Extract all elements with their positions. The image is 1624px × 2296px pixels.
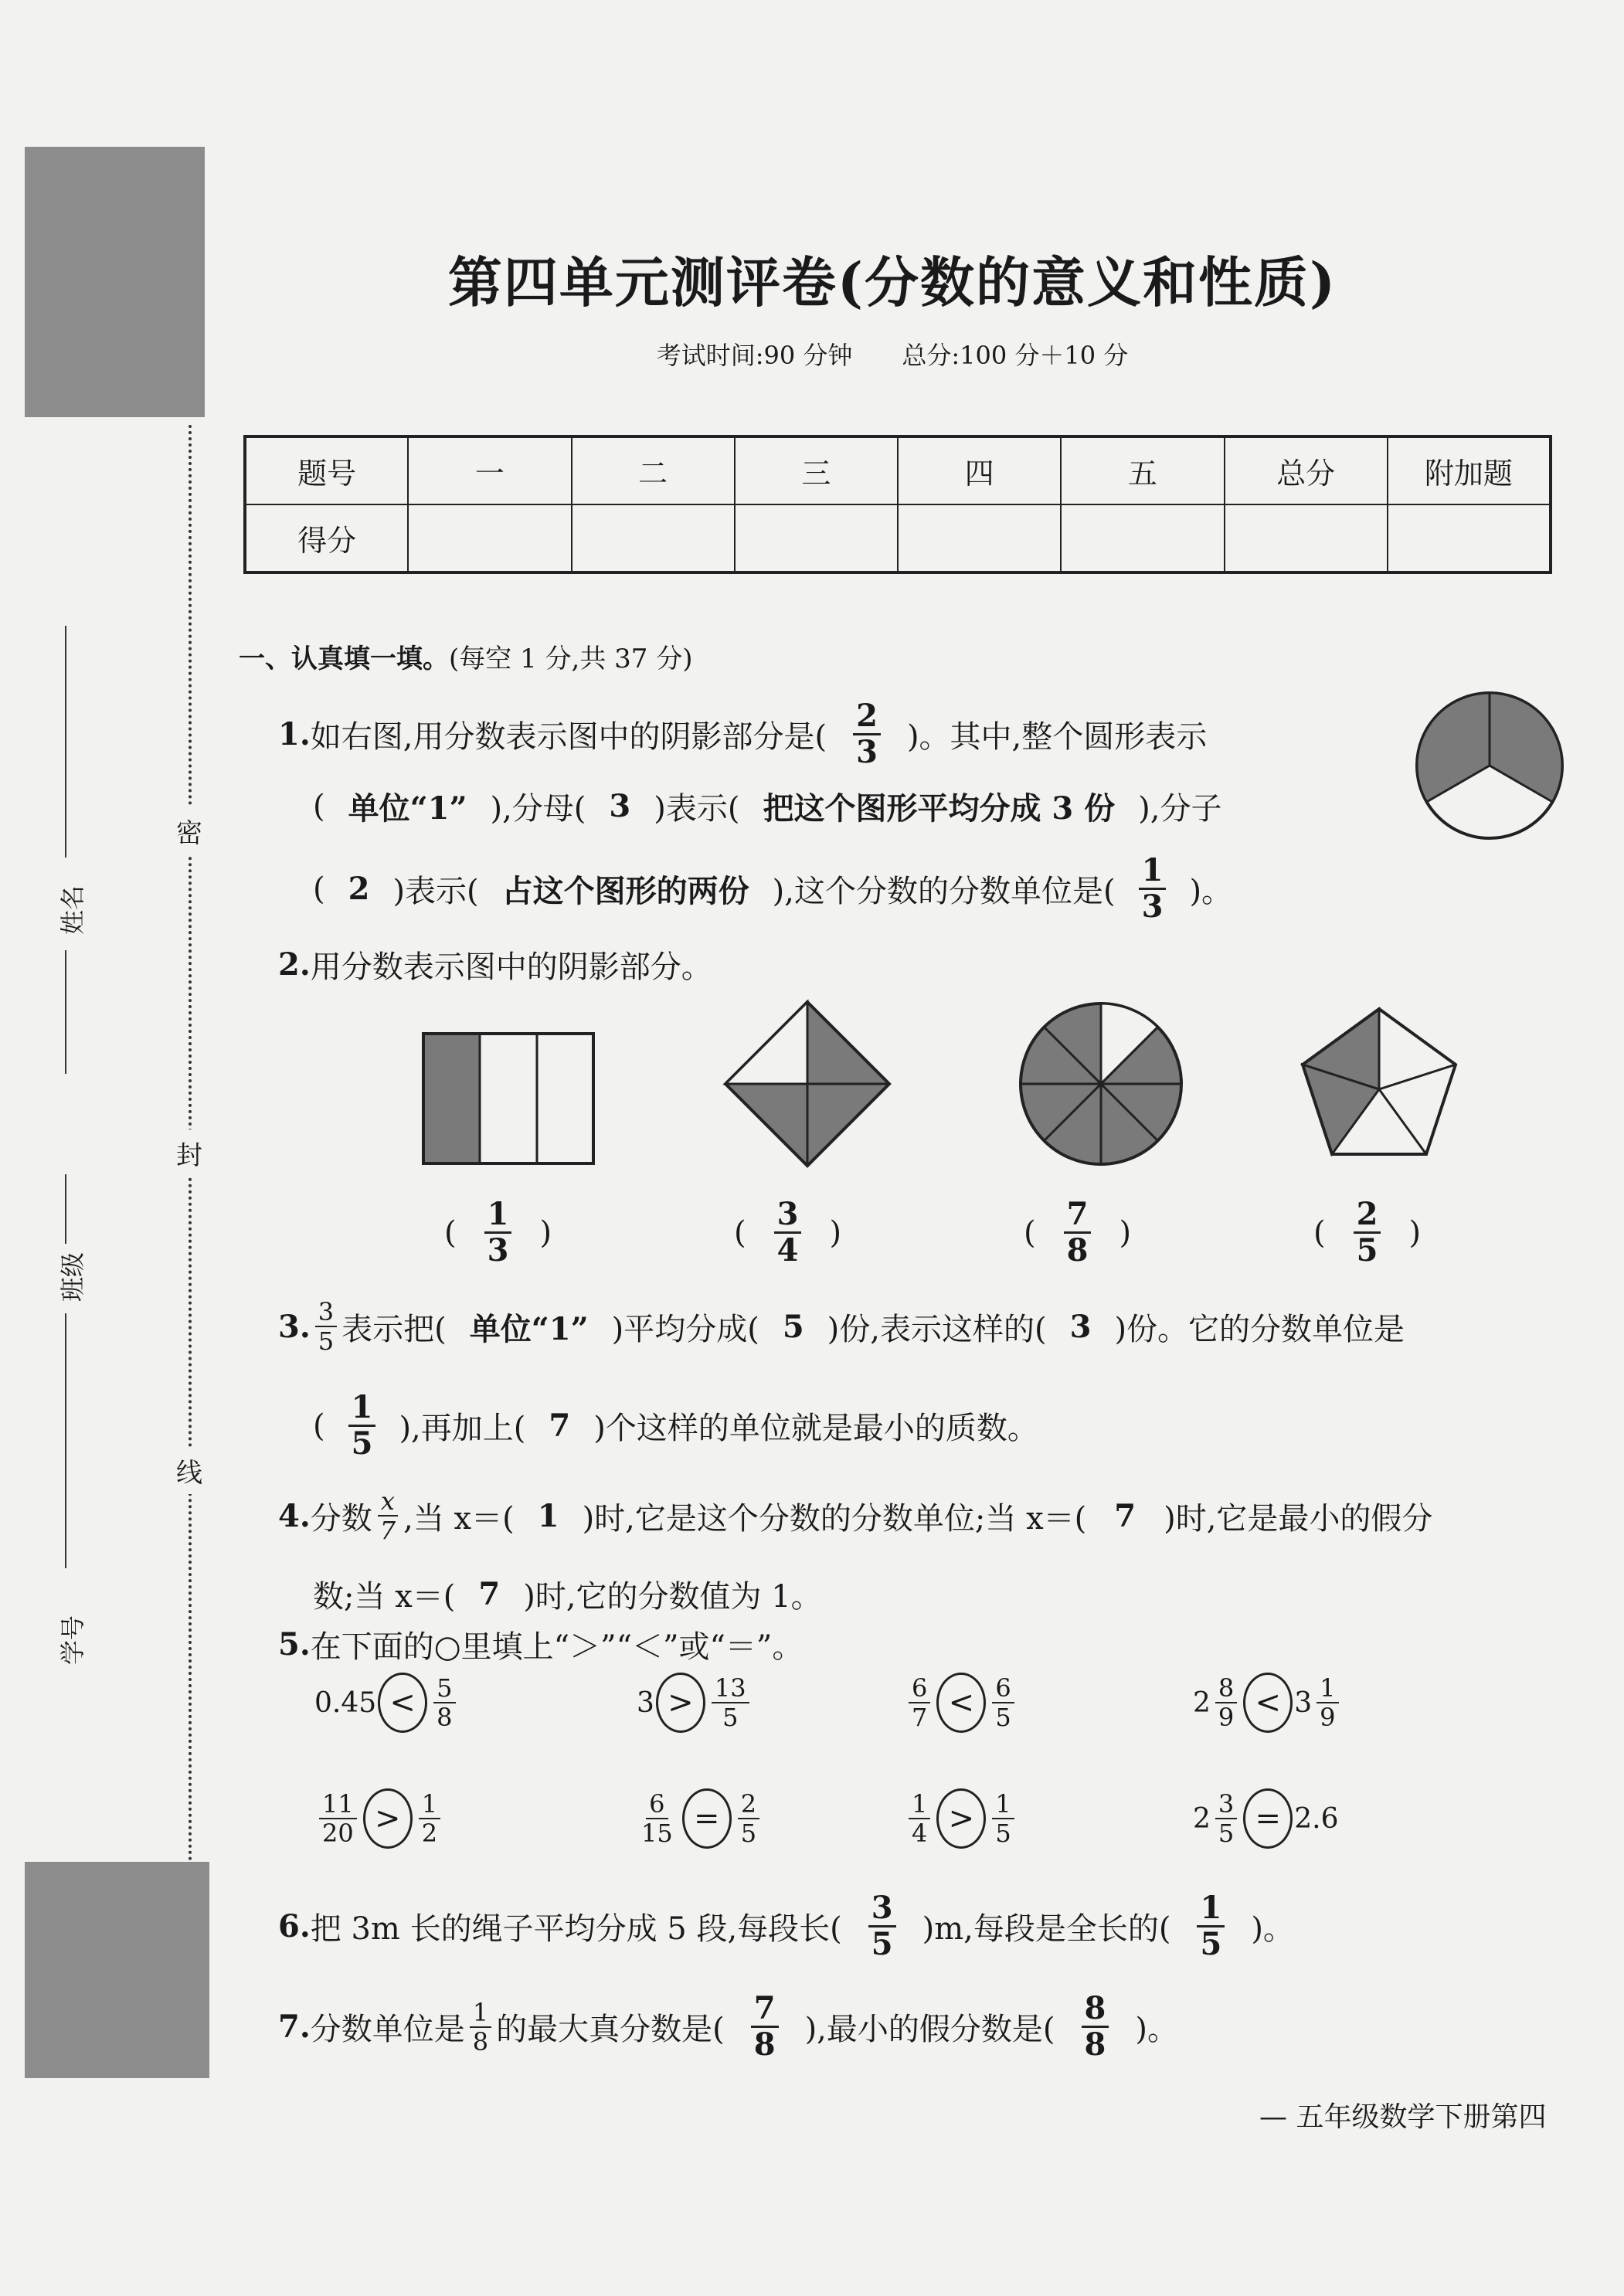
numerator: 6	[992, 1674, 1014, 1703]
text-segment	[1317, 1674, 1338, 1731]
comparison-item	[637, 1673, 754, 1733]
denominator: 8	[1066, 1232, 1089, 1269]
binding-block-bottom	[25, 1862, 209, 2078]
answer: 3	[609, 788, 631, 824]
name-line-2[interactable]	[65, 950, 66, 1074]
q2-answer-2	[734, 1197, 841, 1268]
q-text: )时,它是最小的假分	[1164, 1500, 1433, 1537]
comparison-circle[interactable]: >	[363, 1788, 413, 1849]
seal-char-mi: 密	[176, 807, 202, 854]
comparison-circle[interactable]: <	[378, 1673, 427, 1733]
denominator: 4	[912, 1819, 928, 1848]
q-text: )个这样的单位就是最小的质数。	[593, 1411, 1038, 1446]
text-segment	[725, 1002, 807, 1084]
text-segment: 0.45	[314, 1686, 377, 1719]
q-text: ),这个分数的分数单位是(	[772, 874, 1116, 909]
comparison-circle[interactable]: =	[1243, 1788, 1293, 1849]
text-segment: )	[539, 1214, 552, 1251]
answer: 占这个图形的两份	[501, 873, 749, 909]
table-header: 五	[1061, 436, 1224, 504]
numerator: 1	[419, 1790, 440, 1819]
q1-line-1	[278, 699, 1207, 769]
table-header: 二	[572, 436, 735, 504]
class-line[interactable]	[65, 1174, 66, 1244]
answer: 2	[348, 871, 370, 907]
denominator: 5	[995, 1819, 1011, 1848]
text-segment	[377, 1487, 399, 1544]
comparison-circle[interactable]: <	[936, 1673, 986, 1733]
q-text: )份。它的分数单位是	[1114, 1311, 1405, 1347]
q-text: 在下面的○里填上“＞”“＜”或“＝”。	[310, 1629, 804, 1665]
text-segment: 2	[1193, 1686, 1211, 1719]
q-number: 4.	[278, 1497, 311, 1534]
q-number: 6.	[278, 1908, 311, 1944]
comparison-item	[904, 1673, 1019, 1733]
text-segment: )	[1408, 1214, 1422, 1251]
numerator: 1	[909, 1790, 930, 1819]
q-text: )。	[1251, 1911, 1294, 1947]
table-row	[245, 436, 1551, 504]
numerator: 1	[1197, 1891, 1225, 1927]
numerator: 3	[315, 1298, 337, 1327]
rectangle-thirds-figure	[421, 1031, 599, 1167]
denominator: 5	[740, 1819, 757, 1848]
text-segment	[1379, 1089, 1426, 1154]
q-text: 把 3m 长的绳子平均分成 5 段,每段长(	[310, 1911, 842, 1947]
numerator: 3	[868, 1891, 896, 1927]
text-segment	[638, 1790, 676, 1847]
text-segment: (	[1024, 1214, 1036, 1251]
numerator: 2	[853, 699, 881, 735]
answer-fraction	[1082, 1992, 1109, 2062]
denominator: 2	[421, 1819, 438, 1848]
numerator: 1	[992, 1790, 1014, 1819]
q-text: )。	[1189, 874, 1233, 909]
denominator: 5	[995, 1703, 1011, 1732]
name-label: 姓名	[58, 885, 88, 936]
q-text: (	[313, 871, 325, 907]
text-segment: (	[1313, 1214, 1326, 1251]
text-segment	[1215, 1674, 1237, 1731]
text-segment: 2	[1193, 1802, 1211, 1835]
page-title: 第四单元测评卷(分数的意义和性质)	[447, 250, 1337, 314]
pentagon-fifths-figure	[1294, 1004, 1464, 1170]
table-header: 附加题	[1388, 436, 1551, 504]
numerator: 1	[348, 1391, 376, 1427]
comparison-item	[634, 1788, 764, 1849]
denominator: 5	[1356, 1232, 1378, 1269]
text-segment	[484, 1197, 512, 1268]
score-cell[interactable]	[1061, 504, 1224, 572]
numerator: 1	[484, 1197, 512, 1234]
answer: 单位“1”	[348, 790, 467, 827]
q-text: )表示(	[392, 874, 479, 909]
q-text: )平均分成(	[611, 1311, 759, 1347]
answer-fraction	[853, 699, 881, 769]
denominator: 4	[776, 1232, 799, 1269]
comparison-item	[904, 1788, 1019, 1849]
score-row-label: 得分	[245, 504, 408, 572]
class-line-2[interactable]	[65, 1313, 66, 1568]
table-header: 总分	[1225, 436, 1388, 504]
q3-line-2	[313, 1391, 1038, 1461]
text-segment: 2.6	[1294, 1802, 1339, 1835]
denominator: 5	[351, 1425, 373, 1462]
answer: 5	[782, 1308, 804, 1345]
table-header: 一	[408, 436, 571, 504]
page-footer: — 五年级数学下册第四	[1259, 2101, 1547, 2133]
answer-fraction	[348, 1391, 376, 1461]
numerator: 1	[1317, 1674, 1338, 1703]
diamond-quarters-figure	[722, 999, 892, 1169]
q6-line	[278, 1891, 1294, 1961]
denominator: 5	[1218, 1819, 1235, 1848]
seal-char-feng: 封	[176, 1129, 202, 1177]
q-text: 的最大真分数是(	[496, 2012, 725, 2047]
section-note: (每空 1 分,共 37 分)	[449, 644, 693, 674]
score-cell[interactable]	[898, 504, 1061, 572]
numerator: 2	[1354, 1197, 1381, 1234]
q2-line	[278, 943, 712, 987]
denominator: 9	[1320, 1703, 1336, 1732]
q3-line-1	[278, 1298, 1405, 1355]
text-segment	[909, 1674, 930, 1731]
score-cell[interactable]	[572, 504, 735, 572]
comparison-item	[1193, 1788, 1339, 1849]
denominator: 3	[856, 734, 878, 770]
denominator: 5	[1200, 1926, 1222, 1962]
score-cell[interactable]	[1388, 504, 1551, 572]
text-segment	[1354, 1197, 1381, 1268]
numerator: 11	[319, 1790, 357, 1819]
text-segment: )	[1119, 1214, 1132, 1251]
q-text: ),分母(	[490, 791, 586, 827]
q-text: )。其中,整个圆形表示	[906, 719, 1208, 755]
text-segment	[319, 1790, 357, 1847]
text-segment	[909, 1790, 930, 1847]
q-text: (	[313, 1408, 325, 1444]
numerator: 7	[1064, 1197, 1092, 1234]
answer-fraction	[1139, 854, 1167, 924]
denominator: 3	[487, 1232, 509, 1269]
text-segment: 3	[637, 1686, 654, 1719]
q-number: 3.	[278, 1308, 311, 1345]
numerator: 6	[909, 1674, 930, 1703]
q-text: 如右图,用分数表示图中的阴影部分是(	[310, 719, 827, 755]
table-header: 题号	[245, 436, 408, 504]
text-segment	[433, 1674, 455, 1731]
q1-line-2	[313, 784, 1221, 828]
q-text: )时,它是这个分数的分数单位;当 x＝(	[582, 1500, 1087, 1537]
numerator: 13	[712, 1674, 749, 1703]
text-segment	[315, 1298, 337, 1355]
text-segment	[992, 1790, 1014, 1847]
answer: 7	[1114, 1497, 1136, 1534]
q-text: 数;当 x＝(	[313, 1579, 456, 1615]
denominator: 8	[437, 1703, 453, 1732]
q4-line-1	[278, 1487, 1432, 1544]
answer: 7	[549, 1408, 571, 1444]
numerator: 3	[1215, 1790, 1237, 1819]
pie-thirds-figure	[1412, 690, 1567, 844]
text-segment: )	[829, 1214, 842, 1251]
answer: 单位“1”	[469, 1310, 589, 1347]
score-cell[interactable]	[1225, 504, 1388, 572]
numerator: 8	[1082, 1992, 1109, 2028]
answer: 把这个图形平均分成 3 份	[763, 790, 1116, 827]
text-segment: 3	[1294, 1686, 1313, 1719]
numerator: 6	[646, 1790, 668, 1819]
q-number: 7.	[278, 2009, 311, 2045]
q-text: )。	[1135, 2012, 1178, 2047]
score-cell[interactable]	[408, 504, 571, 572]
q-text: ),再加上(	[399, 1411, 526, 1446]
denominator: 15	[641, 1819, 673, 1848]
comparison-circle[interactable]: >	[936, 1788, 986, 1849]
denominator: 20	[322, 1819, 354, 1848]
numerator: 2	[738, 1790, 759, 1819]
q2-answer-1	[444, 1197, 552, 1268]
q-text: )时,它的分数值为 1。	[523, 1579, 822, 1615]
student-id-label: 学号	[58, 1615, 88, 1666]
q-number: 2.	[278, 946, 311, 983]
seal-char-xian: 线	[176, 1447, 202, 1494]
denominator: 5	[722, 1703, 739, 1732]
denominator: 7	[912, 1703, 928, 1732]
denominator: 8	[1084, 2026, 1106, 2063]
comparison-item	[314, 1788, 445, 1849]
score-cell[interactable]	[735, 504, 898, 572]
text-segment	[1215, 1790, 1237, 1847]
q-text: (	[313, 788, 325, 824]
q-text: ),分子	[1138, 791, 1222, 827]
q-text: 分数单位是	[310, 2012, 465, 2047]
q-number: 1.	[278, 716, 311, 752]
numerator: x	[378, 1487, 398, 1517]
comparison-item	[1193, 1673, 1344, 1733]
section-1-heading	[239, 637, 692, 675]
text-segment	[774, 1197, 802, 1268]
q7-line	[278, 1992, 1178, 2062]
comparison-circle[interactable]: >	[656, 1673, 705, 1733]
answer-fraction	[868, 1891, 896, 1961]
numerator: 5	[433, 1674, 455, 1703]
answer-fraction	[751, 1992, 779, 2062]
text-segment: (	[444, 1214, 457, 1251]
text-segment	[245, 436, 1551, 572]
numerator: 1	[470, 1999, 491, 2028]
answer: 7	[478, 1576, 501, 1612]
text-segment: (	[734, 1214, 746, 1251]
text-segment	[1064, 1197, 1092, 1268]
name-line[interactable]	[65, 626, 66, 858]
score-table	[243, 435, 1552, 574]
numerator: 7	[751, 1992, 779, 2028]
text-segment	[1379, 1065, 1456, 1089]
q-text: )表示(	[654, 791, 740, 827]
denominator: 7	[379, 1516, 396, 1545]
text-segment	[992, 1674, 1014, 1731]
comparison-item	[314, 1673, 460, 1733]
circle-eighths-figure	[1016, 999, 1186, 1169]
q-text: ,当 x＝(	[403, 1500, 515, 1537]
q1-line-3	[313, 854, 1232, 924]
comparison-circle[interactable]: <	[1243, 1673, 1293, 1733]
q-text: 表示把(	[341, 1311, 447, 1347]
q-text: 用分数表示图中的阴影部分。	[310, 949, 712, 985]
q2-answer-3	[1024, 1197, 1131, 1268]
answer-fraction	[1197, 1891, 1225, 1961]
denominator: 3	[1141, 888, 1164, 925]
denominator: 5	[318, 1326, 335, 1356]
text-segment	[419, 1790, 440, 1847]
text-segment	[470, 1999, 491, 2056]
denominator: 9	[1218, 1703, 1235, 1732]
table-row	[245, 504, 1551, 572]
q5-line	[278, 1622, 803, 1666]
denominator: 8	[753, 2026, 776, 2063]
comparison-circle[interactable]: =	[682, 1788, 732, 1849]
denominator: 8	[472, 2026, 489, 2057]
numerator: 8	[1215, 1674, 1237, 1703]
text-segment	[712, 1674, 749, 1731]
text-segment	[738, 1790, 759, 1847]
answer: 1	[537, 1497, 559, 1534]
class-label: 班级	[58, 1252, 88, 1303]
q-text: ),最小的假分数是(	[804, 2012, 1055, 2047]
q-text: )份,表示这样的(	[827, 1311, 1047, 1347]
table-header: 四	[898, 436, 1061, 504]
numerator: 3	[774, 1197, 802, 1234]
q-number: 5.	[278, 1626, 311, 1663]
q4-line-2	[313, 1572, 822, 1616]
answer: 3	[1069, 1308, 1092, 1345]
q2-answer-4	[1313, 1197, 1421, 1268]
q-text: 分数	[310, 1500, 372, 1537]
q-text: )m,每段是全长的(	[922, 1911, 1171, 1947]
numerator: 1	[1139, 854, 1167, 890]
denominator: 5	[871, 1926, 893, 1962]
section-title: 一、认真填一填。	[239, 644, 449, 674]
table-header: 三	[735, 436, 898, 504]
exam-info: 考试时间:90 分钟 总分:100 分＋10 分	[656, 341, 1129, 370]
shaded-part	[423, 1034, 480, 1163]
